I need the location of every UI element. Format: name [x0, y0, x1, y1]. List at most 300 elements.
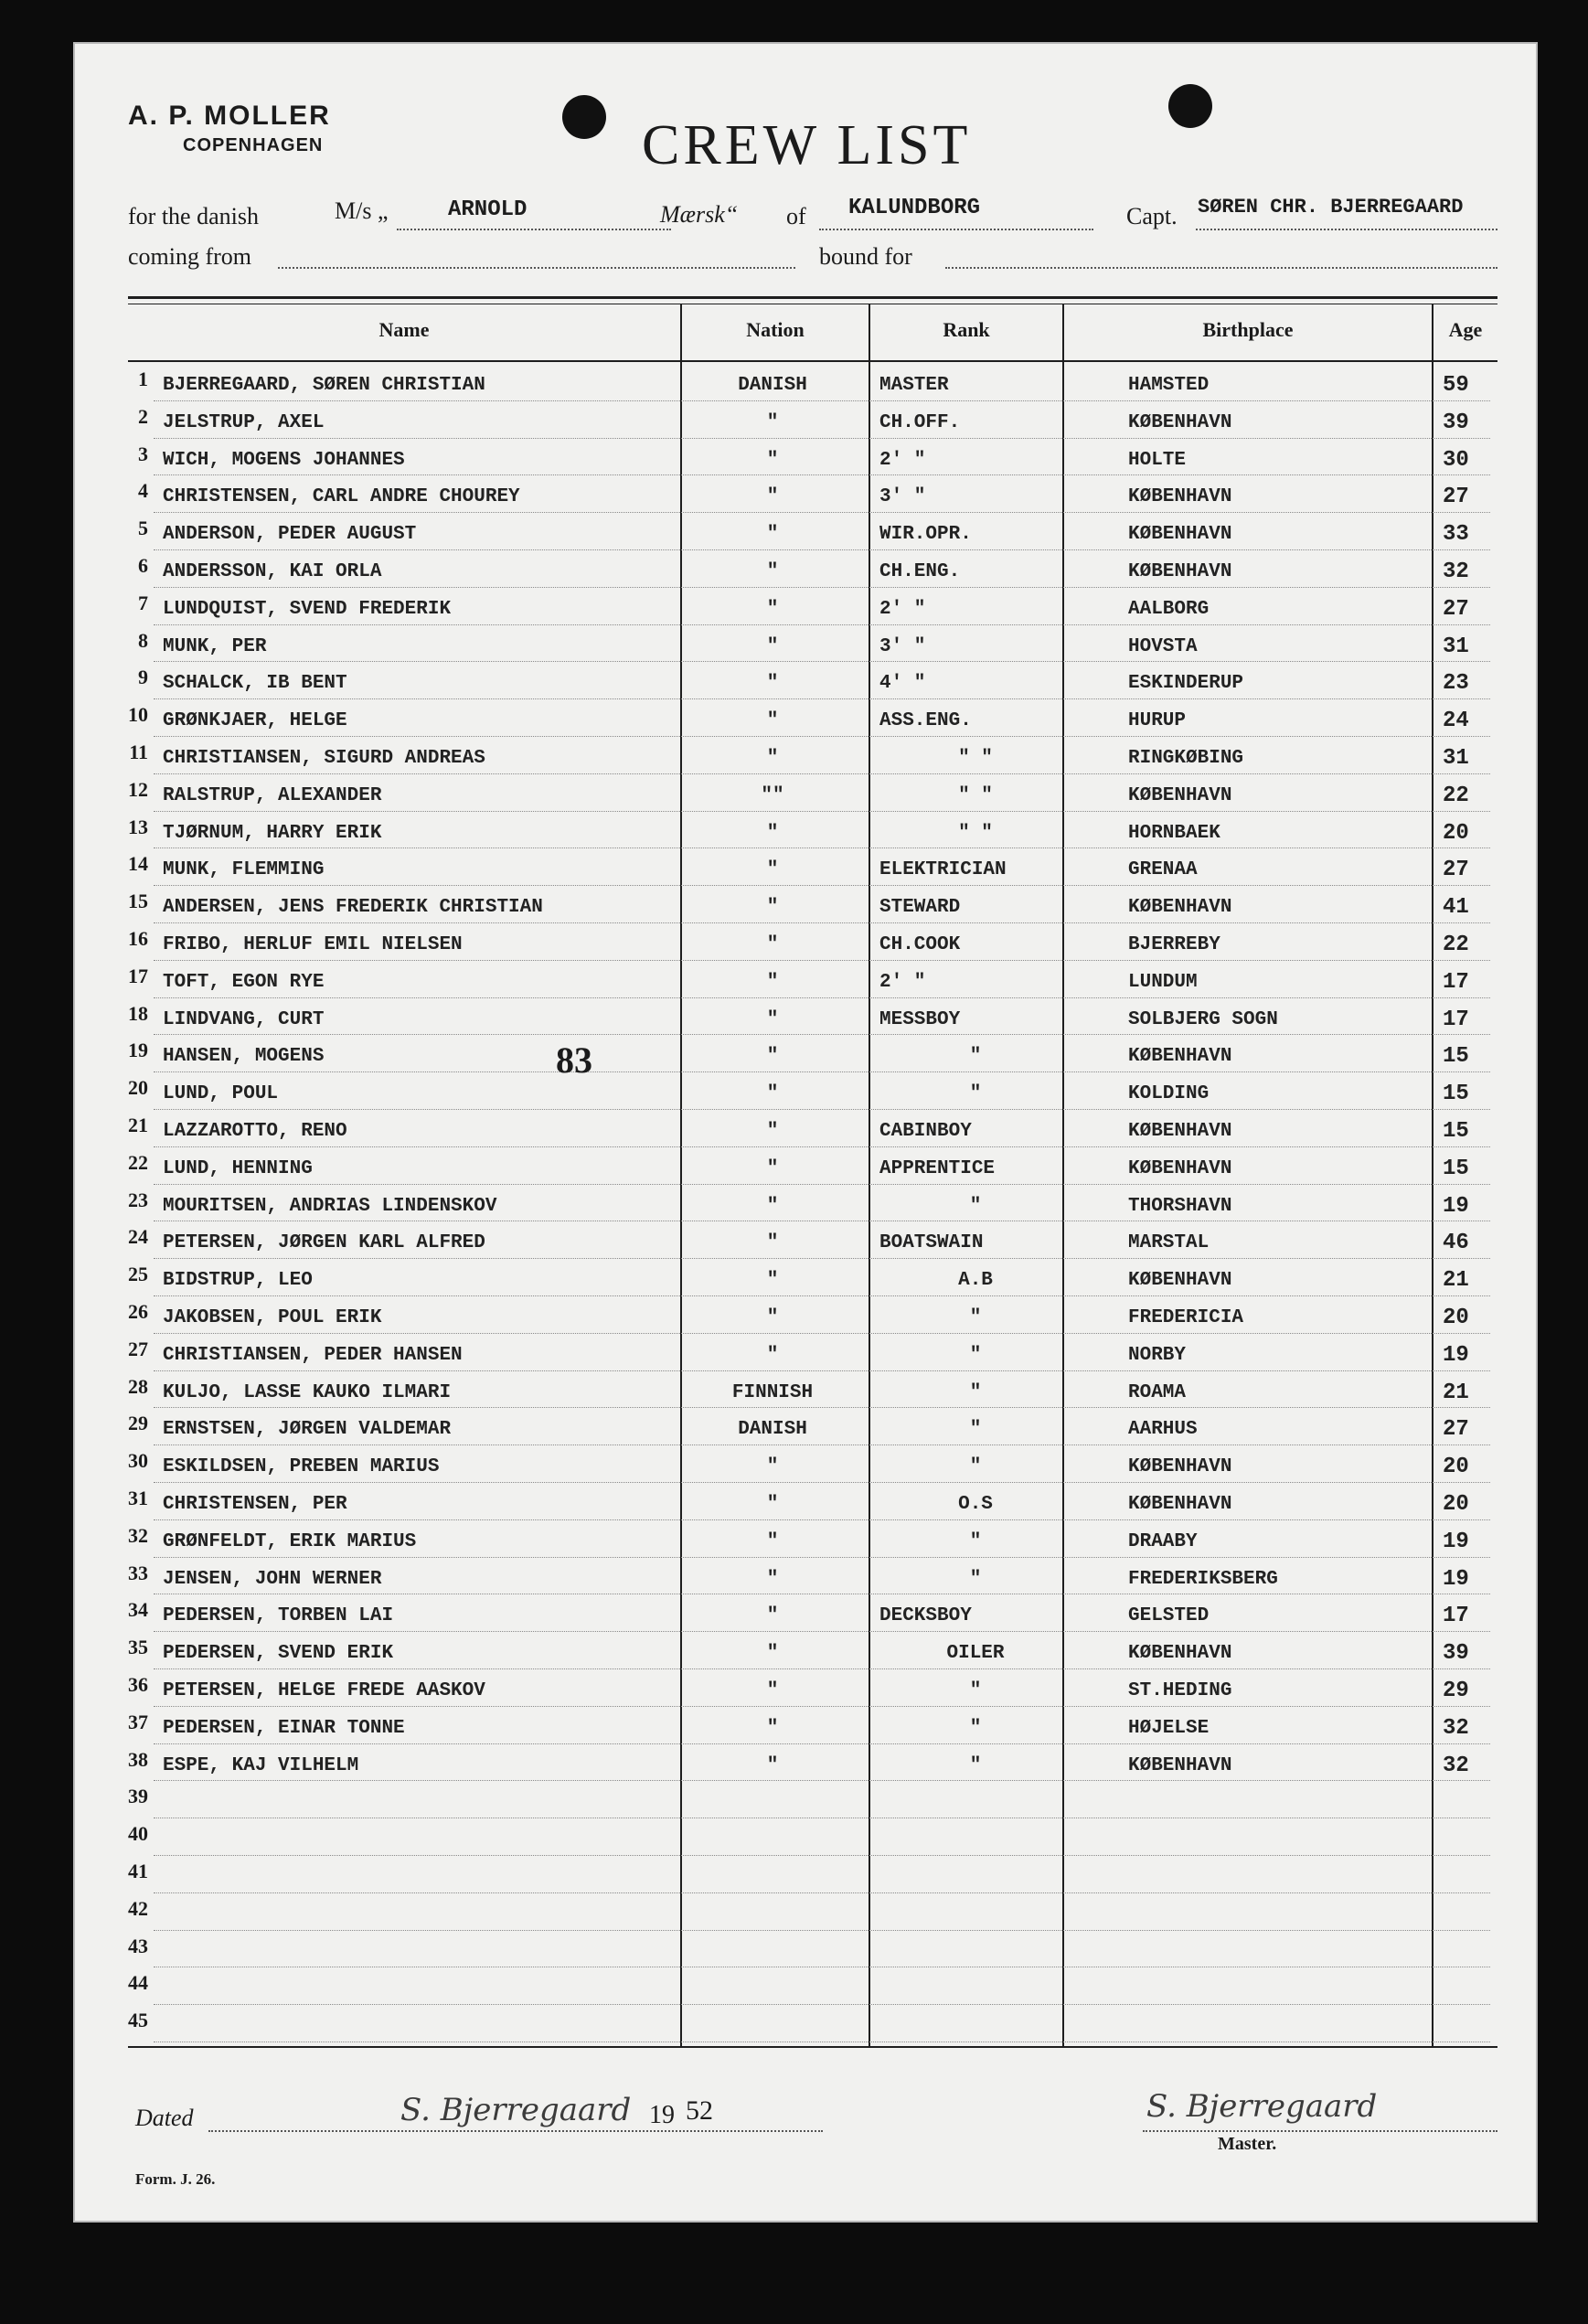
crew-rank: CH.ENG.	[879, 561, 961, 582]
table-row	[75, 550, 1540, 588]
table-row	[75, 848, 1540, 886]
crew-birthplace: GRENAA	[1128, 859, 1198, 881]
crew-age: 32	[1443, 560, 1469, 584]
crew-age: 27	[1443, 858, 1469, 883]
table-row	[75, 1221, 1540, 1259]
table-row	[75, 812, 1540, 849]
crew-rank: MASTER	[879, 375, 949, 396]
master-label: Master.	[1218, 2134, 1277, 2154]
row-number: 1	[138, 368, 148, 390]
row-number: 32	[128, 1523, 148, 1547]
crew-age: 15	[1443, 1044, 1469, 1070]
crew-birthplace: AALBORG	[1128, 598, 1210, 620]
crew-rank: BOATSWAIN	[879, 1232, 984, 1254]
crew-nation: "	[766, 971, 779, 993]
row-number: 37	[128, 1710, 148, 1733]
crew-age: 32	[1443, 1715, 1469, 1741]
crew-birthplace: KØBENHAVN	[1128, 1121, 1232, 1142]
crew-name: ESKILDSEN, PREBEN MARIUS	[163, 1456, 440, 1478]
table-row	[75, 588, 1540, 625]
table-row	[75, 401, 1540, 439]
crew-age: 31	[1443, 634, 1469, 659]
crew-birthplace: FREDERIKSBERG	[1128, 1568, 1278, 1590]
crew-age: 17	[1443, 969, 1469, 995]
crew-nation: "	[766, 1046, 779, 1068]
crew-rank: "	[969, 1307, 982, 1328]
row-number: 15	[128, 890, 148, 913]
table-bottom-rule	[128, 2046, 1497, 2048]
table-row	[75, 1408, 1540, 1445]
crew-rank: 3' "	[879, 486, 926, 508]
crew-age: 39	[1443, 1641, 1469, 1667]
vessel-prefix: M/s „	[335, 197, 389, 224]
row-number: 22	[128, 1150, 148, 1174]
crew-name: PETERSEN, HELGE FREDE AASKOV	[163, 1680, 485, 1701]
table-header-rule	[128, 360, 1497, 362]
crew-age: 19	[1443, 1529, 1469, 1554]
crew-nation: "	[766, 561, 779, 582]
crew-rank: A.B	[958, 1270, 993, 1292]
crew-birthplace: KØBENHAVN	[1128, 1270, 1232, 1292]
crew-name: BJERREGAARD, SØREN CHRISTIAN	[163, 375, 485, 396]
crew-nation: "	[766, 411, 779, 433]
crew-nation: ""	[761, 784, 784, 806]
captain-label: Capt.	[1126, 203, 1178, 229]
table-row	[75, 923, 1540, 961]
crew-rank: "	[969, 1419, 982, 1441]
crew-birthplace: LUNDUM	[1128, 971, 1198, 993]
crew-rank: CH.OFF.	[879, 411, 961, 433]
crew-rank: 2' "	[879, 971, 926, 993]
row-number: 3	[138, 442, 148, 465]
crew-nation: "	[766, 822, 779, 844]
crew-age: 22	[1443, 783, 1469, 808]
crew-age: 59	[1443, 373, 1469, 398]
crew-rank: "	[969, 1381, 982, 1403]
crew-nation: "	[766, 635, 779, 657]
table-row	[75, 1483, 1540, 1520]
bound-for-dotline	[945, 267, 1497, 269]
row-number: 33	[128, 1561, 148, 1584]
row-number: 42	[128, 1896, 148, 1920]
row-number: 5	[138, 517, 148, 540]
crew-age: 27	[1443, 596, 1469, 622]
crew-age: 15	[1443, 1119, 1469, 1144]
crew-birthplace: KØBENHAVN	[1128, 1157, 1232, 1179]
crew-rank: 4' "	[879, 673, 926, 695]
row-number: 7	[138, 591, 148, 614]
crew-age: 20	[1443, 1306, 1469, 1330]
crew-name: CHRISTENSEN, CARL ANDRE CHOUREY	[163, 486, 520, 508]
crew-nation: "	[766, 1680, 779, 1701]
crew-birthplace: KØBENHAVN	[1128, 1046, 1232, 1068]
crew-age: 20	[1443, 1455, 1469, 1480]
table-row	[75, 2005, 1540, 2042]
crew-birthplace: HAMSTED	[1128, 375, 1210, 396]
crew-name: WICH, MOGENS JOHANNES	[163, 449, 405, 471]
row-number: 45	[128, 2009, 148, 2032]
row-number: 13	[128, 815, 148, 838]
crew-name: BIDSTRUP, LEO	[163, 1270, 313, 1292]
column-header-name: Name	[378, 318, 430, 341]
row-number: 10	[128, 703, 148, 727]
crew-list-document	[73, 42, 1538, 2223]
crew-birthplace: KØBENHAVN	[1128, 784, 1232, 806]
crew-rank: "	[969, 1680, 982, 1701]
crew-rank: "	[969, 1754, 982, 1776]
crew-name: CHRISTENSEN, PER	[163, 1494, 347, 1515]
vessel-name: ARNOLD	[448, 197, 528, 222]
crew-name: LINDVANG, CURT	[163, 1008, 325, 1030]
company-city: COPENHAGEN	[183, 135, 324, 155]
crew-name: PEDERSEN, SVEND ERIK	[163, 1643, 394, 1665]
crew-name: GRØNKJAER, HELGE	[163, 710, 347, 732]
row-number: 35	[128, 1636, 148, 1659]
crew-name: ANDERSSON, KAI ORLA	[163, 561, 382, 582]
crew-name: ERNSTSEN, JØRGEN VALDEMAR	[163, 1419, 452, 1441]
crew-name: JELSTRUP, AXEL	[163, 411, 325, 433]
table-row	[75, 886, 1540, 923]
dated-signature: S. Bjerregaard	[400, 2092, 632, 2128]
crew-name: LAZZAROTTO, RENO	[163, 1121, 347, 1142]
crew-name: MUNK, PER	[163, 635, 267, 657]
form-number: Form. J. 26.	[135, 2170, 216, 2188]
crew-nation: "	[766, 1568, 779, 1590]
coming-from-dotline	[278, 267, 795, 269]
table-row	[75, 1931, 1540, 1968]
column-header-nation: Nation	[746, 318, 805, 341]
crew-age: 20	[1443, 1492, 1469, 1517]
crew-name: TOFT, EGON RYE	[163, 971, 325, 993]
row-number: 26	[128, 1300, 148, 1323]
crew-birthplace: KOLDING	[1128, 1083, 1210, 1105]
crew-birthplace: THORSHAVN	[1128, 1195, 1232, 1217]
home-port: KALUNDBORG	[848, 196, 981, 220]
crew-nation: "	[766, 710, 779, 732]
crew-birthplace: GELSTED	[1128, 1605, 1210, 1627]
column-header-birthplace: Birthplace	[1202, 318, 1294, 341]
column-header-age: Age	[1448, 318, 1483, 341]
row-number: 4	[138, 479, 148, 503]
crew-nation: "	[766, 1530, 779, 1552]
crew-rank: "	[969, 1083, 982, 1105]
crew-nation: "	[766, 1083, 779, 1105]
crew-rank: ELEKTRICIAN	[879, 859, 1007, 881]
crew-rank: " "	[958, 822, 993, 844]
crew-age: 17	[1443, 1604, 1469, 1629]
table-row	[75, 625, 1540, 663]
crew-name: ANDERSEN, JENS FREDERIK CHRISTIAN	[163, 897, 543, 919]
row-number: 43	[128, 1934, 148, 1957]
crew-nation: "	[766, 449, 779, 471]
crew-rank: OILER	[946, 1643, 1005, 1665]
table-row	[75, 1296, 1540, 1334]
crew-age: 21	[1443, 1380, 1469, 1405]
crew-name: MOURITSEN, ANDRIAS LINDENSKOV	[163, 1195, 497, 1217]
dated-label: Dated	[135, 2105, 194, 2131]
crew-name: CHRISTIANSEN, SIGURD ANDREAS	[163, 748, 485, 769]
table-row	[75, 1072, 1540, 1110]
crew-rank: MESSBOY	[879, 1008, 961, 1030]
captain-dotline	[1196, 229, 1497, 230]
crew-rank: CH.COOK	[879, 934, 961, 955]
crew-birthplace: ROAMA	[1128, 1381, 1187, 1403]
vessel-dotline	[397, 229, 671, 230]
table-row	[75, 1856, 1540, 1893]
port-dotline	[819, 229, 1093, 230]
crew-rank: WIR.OPR.	[879, 524, 972, 546]
crew-birthplace: AARHUS	[1128, 1419, 1198, 1441]
crew-nation: "	[766, 1717, 779, 1739]
crew-birthplace: KØBENHAVN	[1128, 897, 1232, 919]
row-number: 41	[128, 1860, 148, 1882]
row-number: 27	[128, 1337, 148, 1360]
row-number: 14	[128, 852, 148, 876]
crew-name: JENSEN, JOHN WERNER	[163, 1568, 382, 1590]
crew-birthplace: NORBY	[1128, 1344, 1187, 1366]
row-number: 21	[128, 1114, 148, 1136]
crew-birthplace: KØBENHAVN	[1128, 561, 1232, 582]
row-number: 20	[128, 1076, 148, 1100]
crew-rank: 2' "	[879, 598, 926, 620]
crew-rank: "	[969, 1046, 982, 1068]
table-row	[75, 1520, 1540, 1558]
crew-birthplace: SOLBJERG SOGN	[1128, 1008, 1278, 1030]
crew-rank: "	[969, 1456, 982, 1478]
row-number: 28	[128, 1374, 148, 1398]
crew-nation: "	[766, 1232, 779, 1254]
row-number: 30	[128, 1449, 148, 1473]
crew-birthplace: KØBENHAVN	[1128, 411, 1232, 433]
row-number: 34	[128, 1598, 148, 1622]
row-number: 38	[128, 1747, 148, 1771]
crew-name: JAKOBSEN, POUL ERIK	[163, 1307, 382, 1328]
crew-name: PEDERSEN, TORBEN LAI	[163, 1605, 394, 1627]
crew-age: 15	[1443, 1156, 1469, 1181]
crew-birthplace: KØBENHAVN	[1128, 1643, 1232, 1665]
crew-birthplace: HURUP	[1128, 710, 1187, 732]
table-row	[75, 1669, 1540, 1707]
table-row	[75, 961, 1540, 998]
crew-age: 32	[1443, 1753, 1469, 1778]
crew-birthplace: DRAABY	[1128, 1530, 1198, 1552]
crew-nation: "	[766, 1157, 779, 1179]
crew-age: 24	[1443, 709, 1469, 734]
crew-name: PETERSEN, JØRGEN KARL ALFRED	[163, 1232, 485, 1254]
crew-nation: "	[766, 1344, 779, 1366]
table-row	[75, 662, 1540, 699]
crew-rank: "	[969, 1717, 982, 1739]
crew-nation: "	[766, 1494, 779, 1515]
table-row	[75, 364, 1540, 401]
crew-birthplace: MARSTAL	[1128, 1232, 1210, 1254]
table-row	[75, 1594, 1540, 1632]
row-number: 39	[128, 1785, 148, 1808]
crew-nation: DANISH	[738, 1419, 807, 1441]
crew-age: 39	[1443, 410, 1469, 435]
row-number: 29	[128, 1412, 148, 1435]
table-row	[75, 1185, 1540, 1222]
crew-age: 23	[1443, 671, 1469, 697]
crew-birthplace: HORNBAEK	[1128, 822, 1220, 844]
row-number: 31	[128, 1487, 148, 1509]
table-top-rule	[128, 296, 1497, 299]
crew-birthplace: HOVSTA	[1128, 635, 1198, 657]
row-number: 23	[128, 1188, 148, 1211]
row-number: 40	[128, 1822, 148, 1846]
punch-hole	[1168, 84, 1212, 128]
punch-hole	[562, 95, 606, 139]
row-number: 44	[128, 1971, 148, 1995]
crew-nation: "	[766, 748, 779, 769]
crew-age: 27	[1443, 1417, 1469, 1443]
crew-birthplace: KØBENHAVN	[1128, 1456, 1232, 1478]
master-dotline	[1143, 2130, 1497, 2132]
crew-age: 33	[1443, 522, 1469, 548]
crew-birthplace: KØBENHAVN	[1128, 486, 1232, 508]
crew-nation: "	[766, 934, 779, 955]
table-row	[75, 1707, 1540, 1744]
table-row	[75, 475, 1540, 513]
crew-age: 31	[1443, 746, 1469, 771]
crew-name: LUND, HENNING	[163, 1157, 313, 1179]
coming-from-label: coming from	[128, 243, 252, 270]
crew-rank: STEWARD	[879, 897, 961, 919]
crew-nation: "	[766, 673, 779, 695]
row-number: 9	[138, 666, 148, 689]
crew-birthplace: HOLTE	[1128, 449, 1187, 471]
table-row	[75, 1147, 1540, 1185]
for-label: for the danish	[128, 203, 259, 229]
crew-nation: "	[766, 1643, 779, 1665]
crew-age: 20	[1443, 820, 1469, 846]
table-annotation: 83	[556, 1039, 592, 1081]
row-number: 19	[128, 1039, 148, 1062]
row-number: 17	[128, 964, 148, 987]
crew-name: GRØNFELDT, ERIK MARIUS	[163, 1530, 417, 1552]
crew-rank: ASS.ENG.	[879, 710, 972, 732]
crew-age: 19	[1443, 1193, 1469, 1219]
row-dotline	[154, 2041, 1490, 2042]
crew-rank: CABINBOY	[879, 1121, 972, 1142]
crew-age: 19	[1443, 1342, 1469, 1368]
crew-nation: "	[766, 1754, 779, 1776]
row-number: 8	[138, 628, 148, 652]
table-row	[75, 439, 1540, 476]
table-row	[75, 1632, 1540, 1669]
crew-nation: "	[766, 1270, 779, 1292]
crew-nation: "	[766, 1121, 779, 1142]
row-number: 2	[138, 404, 148, 428]
crew-nation: "	[766, 598, 779, 620]
crew-name: RALSTRUP, ALEXANDER	[163, 784, 382, 806]
row-number: 24	[128, 1225, 148, 1249]
crew-nation: "	[766, 524, 779, 546]
crew-name: PEDERSEN, EINAR TONNE	[163, 1717, 405, 1739]
row-number: 6	[138, 554, 148, 577]
crew-rank: "	[969, 1568, 982, 1590]
crew-name: CHRISTIANSEN, PEDER HANSEN	[163, 1344, 463, 1366]
crew-rank: O.S	[958, 1494, 993, 1515]
crew-nation: "	[766, 1195, 779, 1217]
row-number: 36	[128, 1673, 148, 1696]
crew-nation: FINNISH	[731, 1381, 814, 1403]
table-row	[75, 1334, 1540, 1371]
crew-age: 41	[1443, 895, 1469, 921]
table-row	[75, 1371, 1540, 1409]
crew-birthplace: HØJELSE	[1128, 1717, 1210, 1739]
crew-nation: "	[766, 897, 779, 919]
table-row	[75, 1893, 1540, 1931]
crew-rank: " "	[958, 748, 993, 769]
crew-name: FRIBO, HERLUF EMIL NIELSEN	[163, 934, 463, 955]
crew-age: 17	[1443, 1007, 1469, 1032]
crew-birthplace: RINGKØBING	[1128, 748, 1244, 769]
vessel-suffix: Mærsk“	[660, 201, 739, 228]
row-number: 11	[129, 741, 148, 763]
crew-rank: DECKSBOY	[879, 1605, 972, 1627]
table-row	[75, 998, 1540, 1036]
crew-rank: "	[969, 1195, 982, 1217]
crew-rank: 2' "	[879, 449, 926, 471]
crew-birthplace: FREDERICIA	[1128, 1307, 1244, 1328]
company-name: A. P. MOLLER	[128, 101, 331, 131]
table-row	[75, 1558, 1540, 1595]
crew-birthplace: ESKINDERUP	[1128, 673, 1244, 695]
document-title: CREW LIST	[642, 114, 972, 176]
crew-age: 29	[1443, 1679, 1469, 1703]
crew-rank: "	[969, 1344, 982, 1366]
table-row	[75, 1445, 1540, 1483]
crew-nation: "	[766, 1307, 779, 1328]
crew-nation: "	[766, 859, 779, 881]
year-prefix: 19	[649, 2101, 675, 2129]
crew-table-body	[75, 364, 1540, 2046]
crew-name: TJØRNUM, HARRY ERIK	[163, 822, 382, 844]
crew-nation: "	[766, 486, 779, 508]
table-row	[75, 1259, 1540, 1296]
crew-nation: "	[766, 1008, 779, 1030]
crew-name: KULJO, LASSE KAUKO ILMARI	[163, 1381, 452, 1403]
crew-age: 19	[1443, 1566, 1469, 1592]
table-row	[75, 1110, 1540, 1147]
crew-age: 27	[1443, 485, 1469, 510]
table-row	[75, 1035, 1540, 1072]
crew-age: 21	[1443, 1268, 1469, 1294]
crew-nation: "	[766, 1605, 779, 1627]
row-number: 18	[128, 1001, 148, 1025]
crew-birthplace: ST.HEDING	[1128, 1680, 1232, 1701]
table-row	[75, 1744, 1540, 1782]
crew-age: 30	[1443, 447, 1469, 473]
table-row	[75, 1781, 1540, 1818]
crew-birthplace: KØBENHAVN	[1128, 1754, 1232, 1776]
row-number: 25	[128, 1263, 148, 1286]
crew-name: SCHALCK, IB BENT	[163, 673, 347, 695]
crew-rank: " "	[958, 784, 993, 806]
column-header-rank: Rank	[943, 318, 990, 341]
captain-name: SØREN CHR. BJERREGAARD	[1198, 196, 1464, 219]
crew-name: LUND, POUL	[163, 1083, 279, 1105]
crew-birthplace: KØBENHAVN	[1128, 524, 1232, 546]
crew-age: 22	[1443, 933, 1469, 957]
table-row	[75, 1967, 1540, 2005]
crew-age: 15	[1443, 1082, 1469, 1107]
year-suffix: 52	[686, 2095, 713, 2126]
crew-rank: 3' "	[879, 635, 926, 657]
crew-birthplace: BJERREBY	[1128, 934, 1220, 955]
crew-name: ESPE, KAJ VILHELM	[163, 1754, 359, 1776]
